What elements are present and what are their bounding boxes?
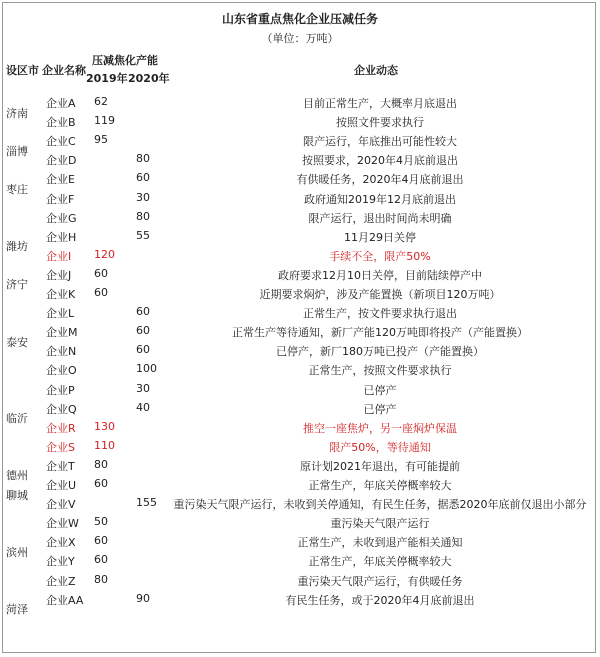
capacity-2020: 60 xyxy=(136,305,150,318)
page-title: 山东省重点焦化企业压减任务 xyxy=(221,12,378,26)
enterprise-name: 企业B xyxy=(46,116,76,129)
enterprise-name: 企业V xyxy=(46,498,76,511)
enterprise-dynamics: 已停产 xyxy=(363,384,397,397)
enterprise-dynamics: 按照要求，2020年4月底前退出 xyxy=(302,154,458,167)
header-2020: 2020年 xyxy=(128,72,170,85)
enterprise-name: 企业P xyxy=(46,384,75,397)
enterprise-name: 企业L xyxy=(46,307,75,320)
enterprise-name: 企业R xyxy=(46,422,76,435)
enterprise-name: 企业F xyxy=(46,193,75,206)
enterprise-name: 企业W xyxy=(46,517,79,530)
capacity-2019: 60 xyxy=(94,477,108,490)
capacity-2020: 30 xyxy=(136,191,150,204)
capacity-2020: 155 xyxy=(136,496,157,509)
city-name: 潍坊 xyxy=(6,240,28,253)
enterprise-dynamics: 限产运行，年底推出可能性较大 xyxy=(303,135,457,148)
capacity-2019: 50 xyxy=(94,515,108,528)
capacity-2020: 60 xyxy=(136,324,150,337)
enterprise-name: 企业Z xyxy=(46,575,76,588)
enterprise-dynamics: 正常生产，年底关停概率较大 xyxy=(308,479,452,492)
capacity-2020: 100 xyxy=(136,362,157,375)
enterprise-dynamics: 已停产 xyxy=(363,403,397,416)
header-capacity: 压减焦化产能 xyxy=(92,54,158,67)
enterprise-name: 企业H xyxy=(46,231,77,244)
enterprise-dynamics: 目前正常生产，大概率月底退出 xyxy=(303,97,457,110)
capacity-2020: 90 xyxy=(136,592,150,605)
capacity-2020: 55 xyxy=(136,229,150,242)
city-name: 泰安 xyxy=(6,336,28,349)
capacity-2019: 95 xyxy=(94,133,108,146)
enterprise-name: 企业Q xyxy=(46,403,77,416)
header-dynamics: 企业动态 xyxy=(354,64,398,77)
city-name: 枣庄 xyxy=(6,183,28,196)
enterprise-name: 企业D xyxy=(46,154,77,167)
enterprise-name: 企业O xyxy=(46,364,77,377)
enterprise-dynamics: 按照文件要求执行 xyxy=(336,116,424,129)
enterprise-name: 企业I xyxy=(46,250,72,263)
enterprise-name: 企业E xyxy=(46,173,75,186)
enterprise-dynamics: 正常生产，未收到退产能相关通知 xyxy=(297,536,463,549)
enterprise-dynamics: 已停产，新厂180万吨已投产（产能置换） xyxy=(276,345,484,358)
enterprise-name: 企业A xyxy=(46,97,76,110)
enterprise-dynamics: 原计划2021年退出，有可能提前 xyxy=(300,460,460,473)
capacity-2020: 80 xyxy=(136,152,150,165)
enterprise-dynamics: 正常生产，按文件要求执行退出 xyxy=(303,307,457,320)
enterprise-dynamics: 限产运行，退出时间尚未明确 xyxy=(308,212,452,225)
capacity-2020: 60 xyxy=(136,171,150,184)
enterprise-name: 企业C xyxy=(46,135,76,148)
enterprise-name: 企业AA xyxy=(46,594,84,607)
enterprise-name: 企业G xyxy=(46,212,77,225)
enterprise-name: 企业S xyxy=(46,441,75,454)
capacity-2019: 119 xyxy=(94,114,115,127)
enterprise-name: 企业Y xyxy=(46,555,75,568)
capacity-2019: 62 xyxy=(94,95,108,108)
city-name: 济南 xyxy=(6,107,28,120)
enterprise-dynamics: 重污染天气限产运行 xyxy=(330,517,430,530)
enterprise-name: 企业M xyxy=(46,326,78,339)
header-city: 设区市 xyxy=(6,64,39,77)
city-name: 聊城 xyxy=(6,489,28,502)
enterprise-dynamics: 政府通知2019年12月底前退出 xyxy=(304,193,456,206)
enterprise-name: 企业U xyxy=(46,479,77,492)
enterprise-name: 企业N xyxy=(46,345,77,358)
city-name: 滨州 xyxy=(6,546,28,559)
capacity-2020: 80 xyxy=(136,210,150,223)
capacity-2019: 60 xyxy=(94,534,108,547)
capacity-2019: 130 xyxy=(94,420,115,433)
enterprise-dynamics: 正常生产，年底关停概率较大 xyxy=(308,555,452,568)
enterprise-dynamics: 近期要求焖炉，涉及产能置换（新项目120万吨） xyxy=(259,288,501,301)
capacity-2019: 60 xyxy=(94,267,108,280)
capacity-2020: 60 xyxy=(136,343,150,356)
enterprise-dynamics: 限产50%，等待通知 xyxy=(329,441,431,454)
enterprise-dynamics: 手续不全，限产50% xyxy=(329,250,431,263)
enterprise-name: 企业K xyxy=(46,288,76,301)
enterprise-dynamics: 有民生任务，或于2020年4月底前退出 xyxy=(285,594,475,607)
city-name: 淄博 xyxy=(6,145,28,158)
enterprise-dynamics: 重污染天气限产运行，有供暖任务 xyxy=(297,575,463,588)
city-name: 菏泽 xyxy=(6,603,28,616)
enterprise-dynamics: 重污染天气限产运行，未收到关停通知，有民生任务，据悉2020年底前仅退出小部分 xyxy=(173,498,587,511)
enterprise-name: 企业J xyxy=(46,269,72,282)
enterprise-name: 企业X xyxy=(46,536,76,549)
enterprise-dynamics: 有供暖任务，2020年4月底前退出 xyxy=(296,173,464,186)
capacity-2020: 30 xyxy=(136,382,150,395)
city-name: 临沂 xyxy=(6,412,28,425)
capacity-2019: 60 xyxy=(94,286,108,299)
enterprise-dynamics: 正常生产，按照文件要求执行 xyxy=(308,364,452,377)
capacity-2019: 120 xyxy=(94,248,115,261)
header-enterprise: 企业名称 xyxy=(42,64,86,77)
enterprise-name: 企业T xyxy=(46,460,75,473)
enterprise-dynamics: 政府要求12月10日关停，目前陆续停产中 xyxy=(278,269,482,282)
enterprise-dynamics: 正常生产等待通知，新厂产能120万吨即将投产（产能置换） xyxy=(232,326,528,339)
capacity-2019: 110 xyxy=(94,439,115,452)
unit-label: （单位：万吨） xyxy=(261,32,339,45)
enterprise-dynamics: 推空一座焦炉，另一座焖炉保温 xyxy=(303,422,457,435)
enterprise-dynamics: 11月29日关停 xyxy=(344,231,416,244)
capacity-2019: 80 xyxy=(94,458,108,471)
capacity-2019: 80 xyxy=(94,573,108,586)
capacity-2019: 60 xyxy=(94,553,108,566)
city-name: 德州 xyxy=(6,469,28,482)
city-name: 济宁 xyxy=(6,278,28,291)
header-2019: 2019年 xyxy=(86,72,128,85)
capacity-2020: 40 xyxy=(136,401,150,414)
